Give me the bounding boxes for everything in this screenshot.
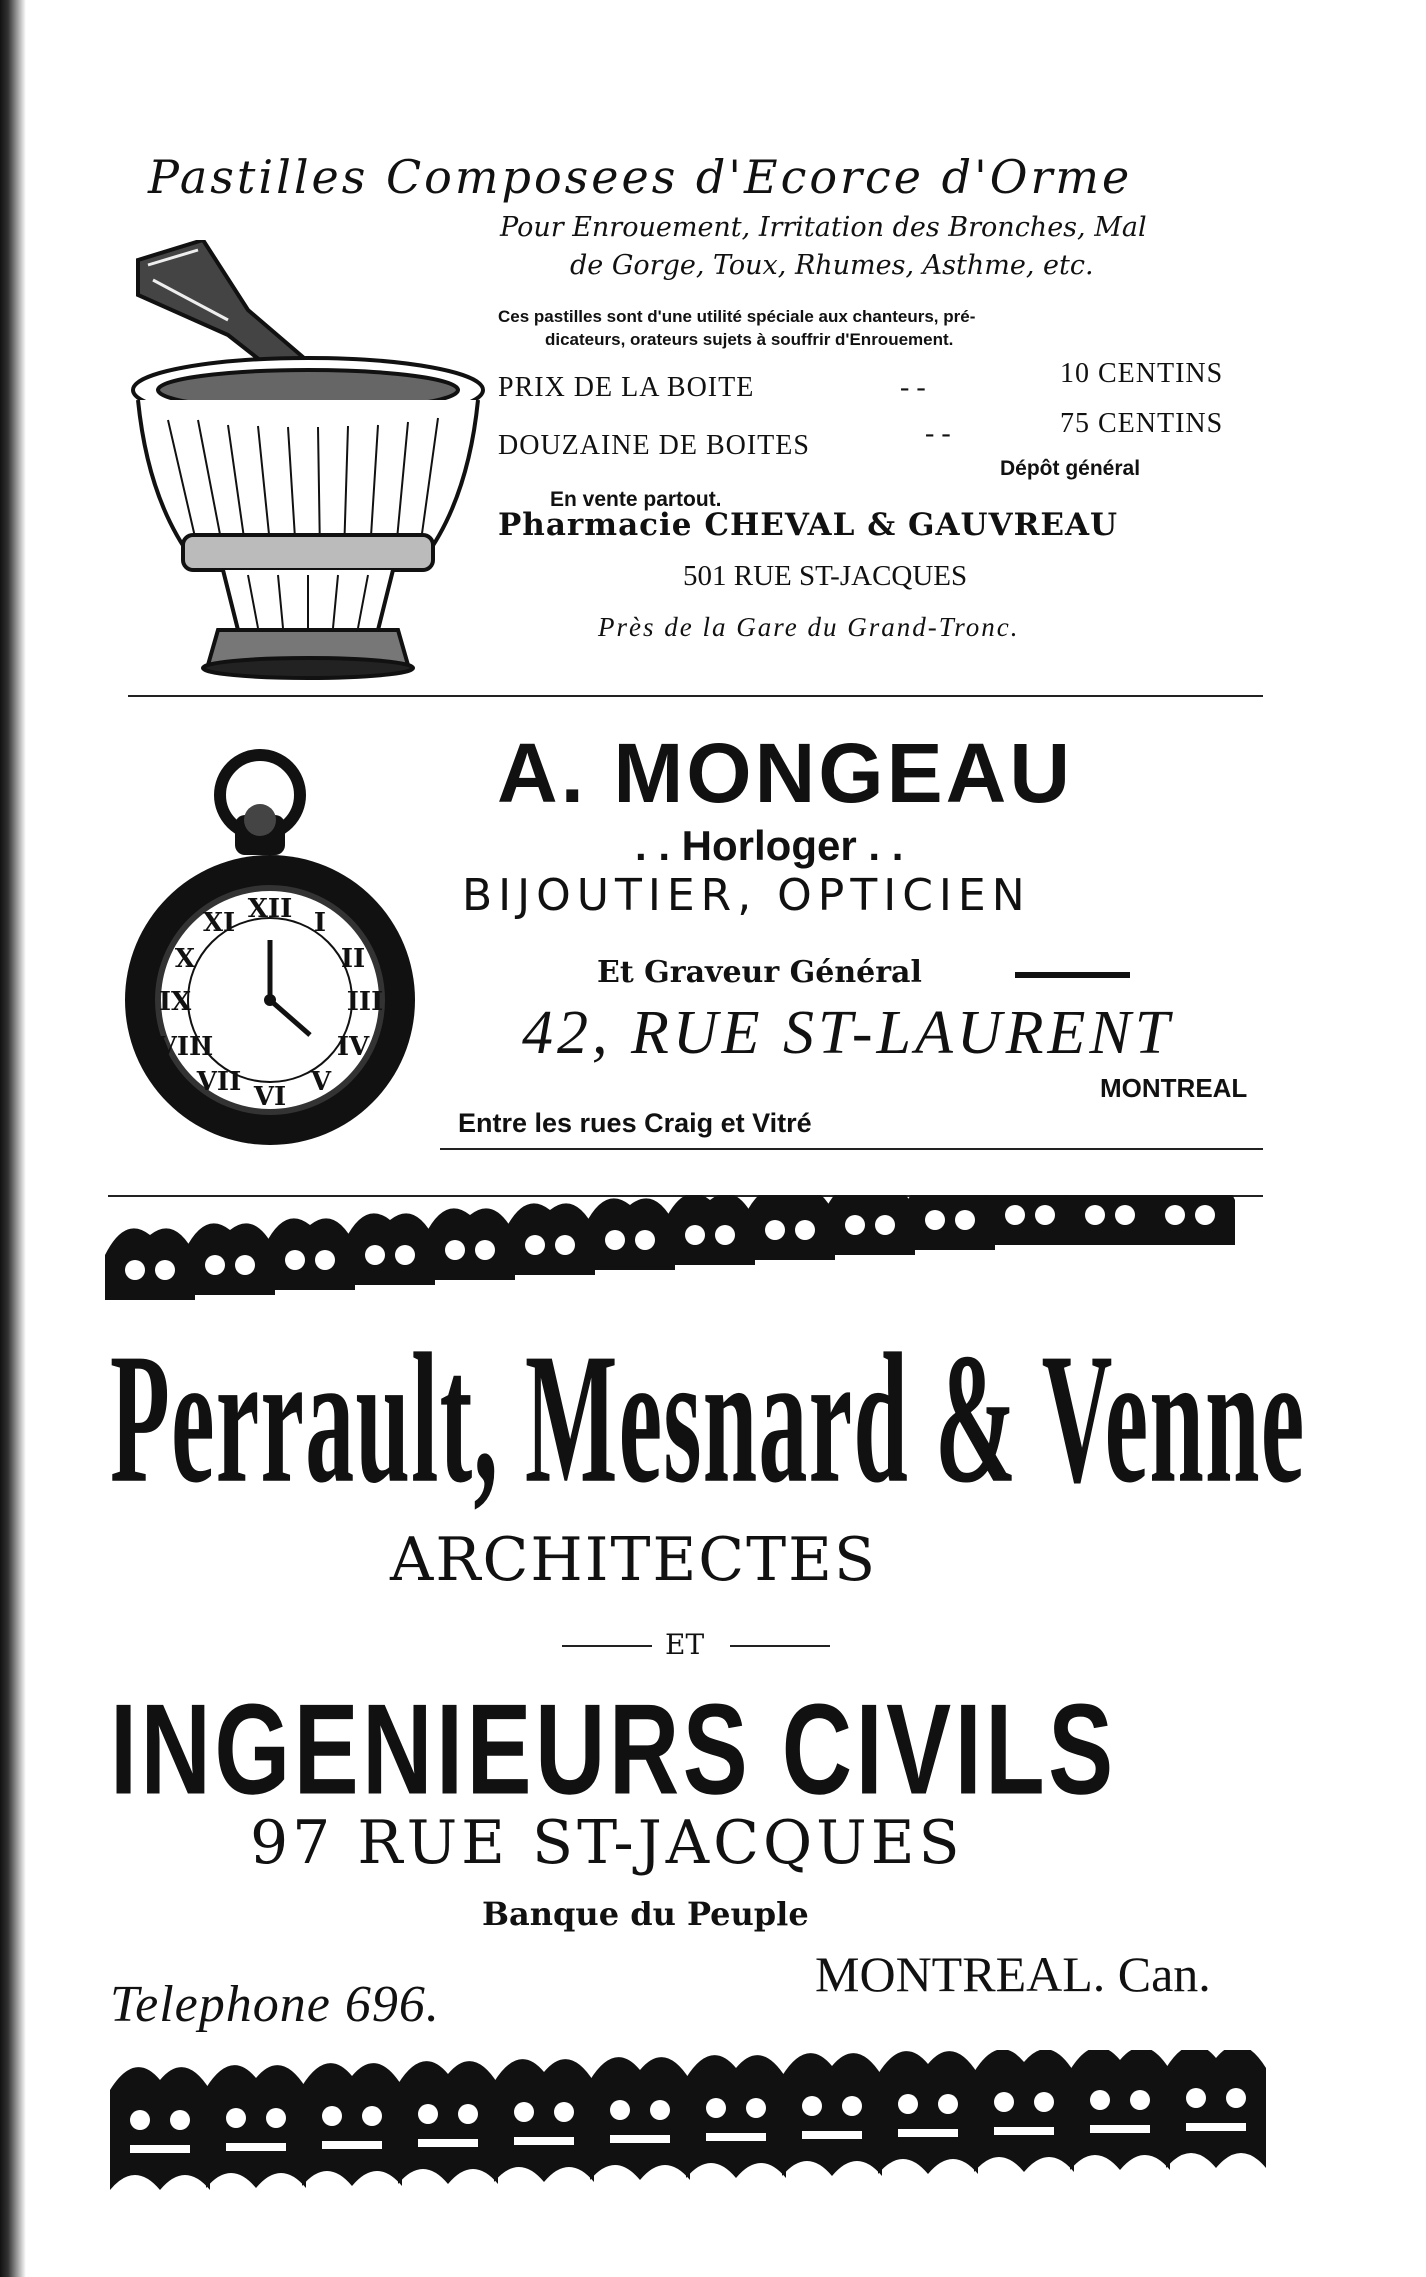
- pastilles-subtitle-2: de Gorge, Toux, Rhumes, Asthme, etc.: [570, 250, 1094, 281]
- price-dozen-label: DOUZAINE DE BOITES: [498, 430, 810, 461]
- pastilles-desc-1: Ces pastilles sont d'une utilité spéciale aux chanteurs, pré-: [498, 307, 976, 326]
- watchmaker-city: MONTREAL: [1100, 1073, 1248, 1103]
- watchmaker-address: 42, RUE ST-LAURENT: [522, 999, 1174, 1067]
- svg-text:VIII: VIII: [156, 1032, 214, 1062]
- svg-text:VI: VI: [253, 1082, 287, 1112]
- svg-text:X: X: [174, 944, 196, 974]
- price-box-value: 10 CENTINS: [1060, 358, 1224, 389]
- price-dozen-value: 75 CENTINS: [1060, 408, 1224, 439]
- firm-city: MONTREAL. Can.: [815, 1946, 1211, 2002]
- scroll-ornament-bottom-icon: [110, 2050, 1270, 2200]
- svg-text:XI: XI: [202, 908, 236, 938]
- watchmaker-trade: . . Horloger . .: [635, 822, 904, 869]
- flourish-line: [1015, 972, 1130, 978]
- pastilles-title: Pastilles Composees d'Ecorce d'Orme: [148, 150, 1133, 204]
- firm-address: 97 RUE ST-JACQUES: [250, 1808, 964, 1878]
- watchmaker-name: A. MONGEAU: [497, 726, 1073, 820]
- firm-telephone: Telephone 696.: [110, 1976, 440, 2033]
- watchmaker-between: Entre les rues Craig et Vitré: [458, 1108, 812, 1138]
- watchmaker-trade2: BIJOUTIER, OPTICIEN: [462, 870, 1031, 921]
- svg-text:I: I: [313, 908, 327, 938]
- svg-text:III: III: [346, 987, 384, 1017]
- pocket-watch-icon: [125, 745, 425, 1155]
- depot-label: Dépôt général: [1000, 457, 1141, 480]
- pastilles-subtitle-1: Pour Enrouement, Irritation des Bronches, Mal: [500, 212, 1147, 243]
- pharmacy-name: Pharmacie CHEVAL & GAUVREAU: [498, 507, 1119, 543]
- et-rule-right: [730, 1645, 830, 1647]
- pastilles-near: Près de la Gare du Grand-Tronc.: [598, 612, 1020, 642]
- scroll-ornament-top-icon: [105, 1195, 1265, 1305]
- price-box-label: PRIX DE LA BOITE: [498, 372, 755, 403]
- firm-building: Banque du Peuple: [482, 1895, 809, 1933]
- firm-name: Perrault, Mesnard & Venne: [110, 1315, 1306, 1523]
- svg-text:XII: XII: [247, 894, 293, 924]
- svg-text:IV: IV: [336, 1032, 370, 1062]
- pastilles-address: 501 RUE ST-JACQUES: [683, 560, 968, 592]
- svg-text:II: II: [340, 944, 366, 974]
- price-dozen-separator: - -: [925, 418, 951, 449]
- et-rule-left: [562, 1645, 652, 1647]
- conjunction-et: ET: [665, 1628, 705, 1661]
- divider-1: [128, 695, 1263, 697]
- divider-2a: [440, 1148, 1263, 1150]
- firm-name-wrap: [110, 1312, 1426, 1523]
- profession-2: INGENIEURS CIVILS: [110, 1677, 1117, 1822]
- svg-text:V: V: [310, 1067, 332, 1097]
- watchmaker-trade3: Et Graveur Général: [597, 955, 922, 990]
- sale-note: En vente partout.: [550, 488, 722, 511]
- book-spine-shadow: [0, 0, 26, 2277]
- svg-text:VII: VII: [196, 1067, 242, 1097]
- price-box-separator: - -: [900, 372, 926, 403]
- svg-text:IX: IX: [158, 987, 192, 1017]
- pastilles-desc-2: dicateurs, orateurs sujets à souffrir d'Enrouement.: [545, 330, 954, 349]
- profession-1: ARCHITECTES: [390, 1525, 878, 1595]
- mortar-pestle-icon: [108, 240, 488, 680]
